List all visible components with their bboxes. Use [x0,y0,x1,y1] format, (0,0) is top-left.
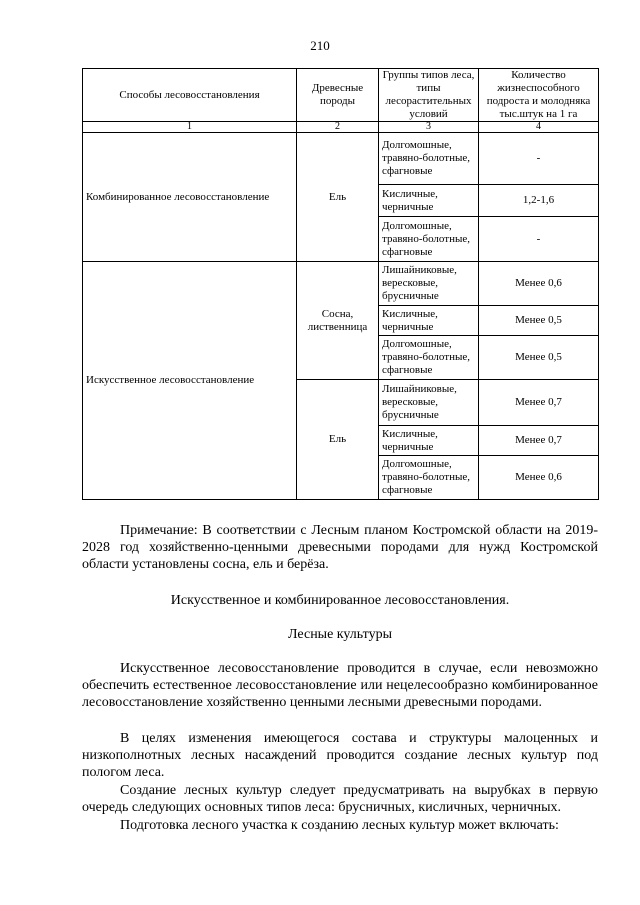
forest-type-cell: Лишайниковые, вересковые, брусничные [379,380,479,426]
quantity-cell: - [479,217,599,262]
quantity-cell: Менее 0,5 [479,306,599,336]
quantity-cell: Менее 0,6 [479,456,599,500]
forest-type-cell: Долгомошные, травяно-болотные, сфагновые [379,456,479,500]
quantity-cell: Менее 0,5 [479,336,599,380]
column-number: 4 [479,122,599,133]
forest-type-cell: Кисличные, черничные [379,185,479,217]
section-subheading: Лесные культуры [288,627,392,642]
forest-type-cell: Долгомошные, травяно-болотные, сфагновые [379,217,479,262]
body-paragraph: Создание лесных культур следует предусматривать на вырубках в первую очередь следующих основных типов леса: брусничных, кисличных, черничных. [82,783,598,815]
method-combined: Комбинированное лесовосстановление [83,133,297,262]
header-quantity: Количество жизнеспособного подроста и молодняка тыс.штук на 1 га [479,69,599,122]
species-pine-larch: Сосна, лиственница [297,262,379,380]
section-heading: Искусственное и комбинированное лесовосстановления. [170,593,510,608]
body-paragraph: Подготовка лесного участка к созданию лесных культур может включать: [120,818,559,833]
forest-type-cell: Долгомошные, травяно-болотные, сфагновые [379,336,479,380]
forest-type-cell: Кисличные, черничные [379,426,479,456]
species-spruce: Ель [297,133,379,262]
species-spruce: Ель [297,380,379,500]
reforestation-table [82,68,599,500]
header-methods: Способы лесовосстановления [83,69,297,122]
column-number: 1 [83,122,297,133]
forest-type-cell: Лишайниковые, вересковые, брусничные [379,262,479,306]
header-forest-types: Группы типов леса, типы лесорастительных условий [379,69,479,122]
body-paragraph: В целях изменения имеющегося состава и структуры малоценных и низкополнотных лесных насаждений проводится создание лесных культур под пологом леса. [82,731,598,780]
page-number: 210 [310,38,330,53]
quantity-cell: 1,2-1,6 [479,185,599,217]
body-paragraph: Искусственное лесовосстановление проводится в случае, если невозможно обеспечить естественное лесовосстановление или нецелесообразно комбинированное лесовосстановление хозяйственно ценными лесными древесными породами. [82,661,598,710]
quantity-cell: Менее 0,6 [479,262,599,306]
quantity-cell: Менее 0,7 [479,380,599,426]
quantity-cell: - [479,133,599,185]
forest-type-cell: Долгомошные, травяно-болотные, сфагновые [379,133,479,185]
note-paragraph: Примечание: В соответствии с Лесным планом Костромской области на 2019-2028 год хозяйственно-ценными древесными породами для нужд Костромской области установлены сосна, ель и берёза. [82,523,598,572]
method-artificial: Искусственное лесовосстановление [83,262,297,500]
header-species: Древесные породы [297,69,379,122]
column-number: 3 [379,122,479,133]
quantity-cell: Менее 0,7 [479,426,599,456]
forest-type-cell: Кисличные, черничные [379,306,479,336]
column-number: 2 [297,122,379,133]
